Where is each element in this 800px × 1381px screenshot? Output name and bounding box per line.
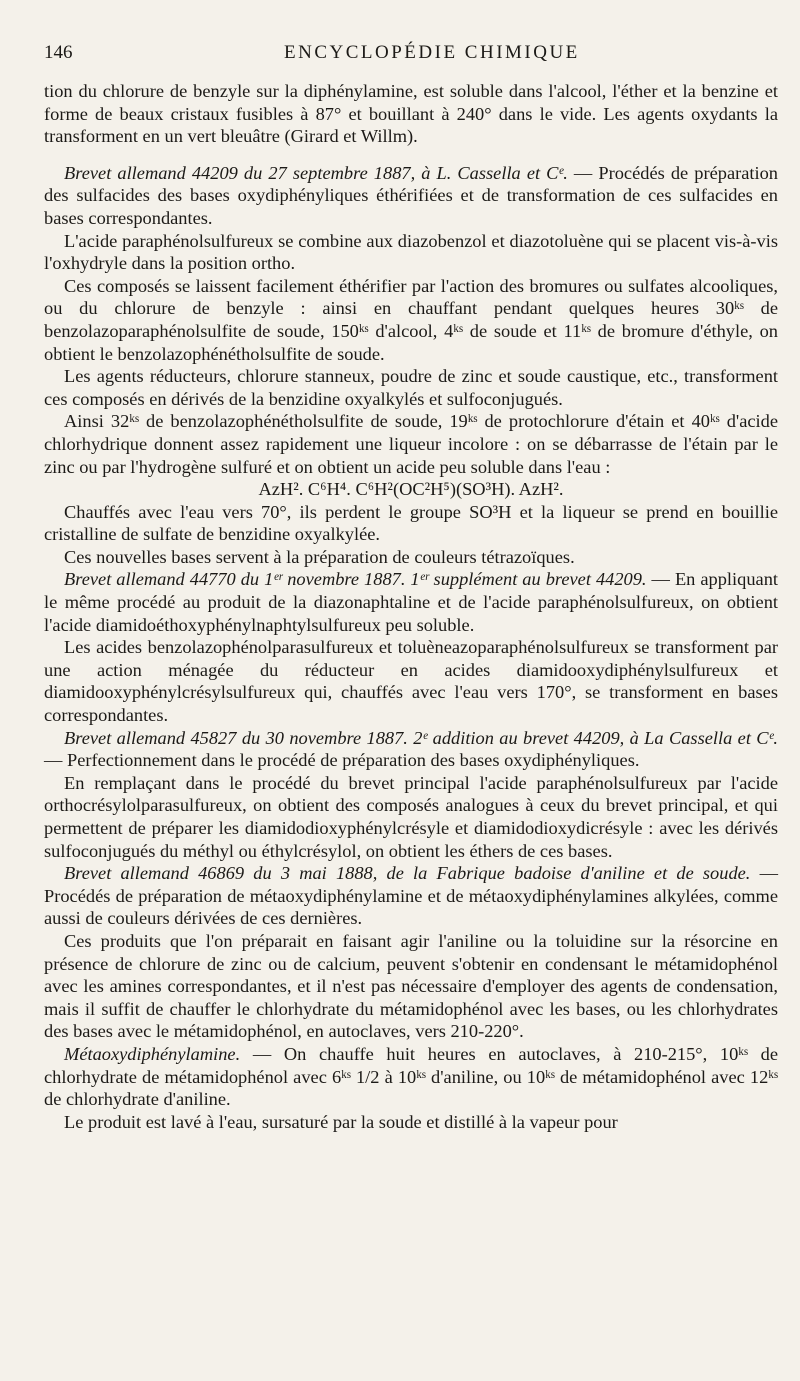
paragraph	[44, 162, 778, 230]
running-title: ENCYCLOPÉDIE CHIMIQUE	[284, 42, 580, 63]
paragraph-text: — Procédés de préparation de métaoxydiphénylamine et de métaoxydiphénylamines alkylées, comme aussi de couleurs dérivées de ces dernières.	[44, 863, 778, 929]
body-text	[44, 80, 778, 1133]
patent-heading: Brevet allemand 46869 du 3 mai 1888, de la Fabrique badoise d'aniline et de soude.	[64, 863, 751, 884]
paragraph: Ces composés se laissent facilement éthérifier par l'action des bromures ou sulfates alcooliques, ou du chlorure de benzyle : ainsi en chauffant pendant quelques heures 30ᵏˢ de benzolazoparaphénolsulfite de soude, 150ᵏˢ d'alcool, 4ᵏˢ de soude et 11ᵏˢ de bromure d'éthyle, on obtient le benzolazophénétholsulfite de soude.	[44, 275, 778, 364]
paragraph	[44, 1043, 778, 1111]
paragraph-text: — En appliquant le même procédé au produit de la diazonaphtaline et de l'acide paraphénolsulfureux, on obtient l'acide diamidoéthoxyphénylnaphtylsulfureux peu soluble.	[44, 569, 778, 635]
paragraph: Chauffés avec l'eau vers 70°, ils perdent le groupe SO³H et la liqueur se prend en bouillie cristalline de sulfate de benzidine oxyalkylée.	[44, 501, 778, 545]
patent-heading: Brevet allemand 45827 du 30 novembre 1887. 2ᵉ addition au brevet 44209, à La Cassella et Cᵉ.	[64, 727, 778, 748]
paragraph: Ces produits que l'on préparait en faisant agir l'aniline ou la toluidine sur la résorcine en présence de chlorure de zinc ou de calcium, peuvent s'obtenir en condensant le métamidophénol avec les amines correspondantes, et il n'est pas nécessaire d'employer des agents de condensation, mais il suffit de chauffer le chlorhydrate du métamidophénol avec les bases, ou les chlorhydrates des bases avec le métamidophénol, en autoclaves, vers 210-220°.	[44, 930, 778, 1042]
paragraph: En remplaçant dans le procédé du brevet principal l'acide paraphénolsulfureux par l'acide orthocrésylolparasulfureux, on obtient des composés analogues à ceux du brevet principal, et qui permettent de préparer les diamidodioxyphénylcrésyle et diamidodioxydicrésyle : avec les dérivés sulfoconjugués du méthyl ou éthylcrésylol, on obtient les éthers de ces bases.	[44, 772, 778, 861]
paragraph: Ces nouvelles bases servent à la préparation de couleurs tétrazoïques.	[64, 546, 575, 567]
patent-heading: Brevet allemand 44770 du 1ᵉʳ novembre 1887. 1ᵉʳ supplément au brevet 44209.	[64, 569, 647, 590]
paragraph-text: — Procédés de préparation des sulfacides des bases oxydiphényliques éthérifiées et de transformation de ces sulfacides en bases correspondantes.	[44, 162, 778, 228]
paragraph: Les agents réducteurs, chlorure stanneux, poudre de zinc et soude caustique, etc., transforment ces composés en dérivés de la benzidine oxyalkylés et sulfoconjugués.	[44, 366, 778, 409]
paragraph	[44, 568, 778, 636]
page-number: 146	[44, 42, 73, 63]
section-heading: Métaoxydiphénylamine.	[64, 1043, 241, 1064]
paragraph: Les acides benzolazophénolparasulfureux et toluèneazoparaphénolsulfureux se transforment par une action ménagée du réducteur en acides diamidooxydiphénylsulfureux et diamidooxyphénylcrésylsulfureux qui, chauffés avec l'eau vers 170°, se transforment en bases correspondantes.	[44, 637, 778, 726]
paragraph: tion du chlorure de benzyle sur la diphénylamine, est soluble dans l'alcool, l'éther et la benzine et forme de beaux cristaux fusibles à 87° et bouillant à 240° dans le vide. Les agents oxydants la transforment en un vert bleuâtre (Girard et Willm).	[44, 81, 778, 147]
paragraph-text: — On chauffe huit heures en autoclaves, à 210-215°, 10ᵏˢ de chlorhydrate de métamidophénol avec 6ᵏˢ 1/2 à 10ᵏˢ d'aniline, ou 10ᵏˢ de métamidophénol avec 12ᵏˢ de chlorhydrate d'aniline.	[44, 1043, 778, 1110]
page-header	[44, 42, 778, 80]
patent-heading: Brevet allemand 44209 du 27 septembre 1887, à L. Cassella et Cᵉ.	[64, 162, 568, 183]
paragraph: Le produit est lavé à l'eau, sursaturé par la soude et distillé à la vapeur pour	[64, 1111, 618, 1132]
paragraph-text: — Perfectionnement dans le procédé de préparation des bases oxydiphényliques.	[44, 750, 640, 771]
chemical-formula: AzH². C⁶H⁴. C⁶H²(OC²H⁵)(SO³H). AzH².	[258, 479, 564, 500]
paragraph	[44, 862, 778, 930]
paragraph: L'acide paraphénolsulfureux se combine aux diazobenzol et diazotoluène qui se placent vis-à-vis l'oxhydryle dans la position ortho.	[44, 230, 778, 274]
paragraph	[44, 727, 778, 772]
paragraph: Ainsi 32ᵏˢ de benzolazophénétholsulfite de soude, 19ᵏˢ de protochlorure d'étain et 40ᵏˢ d'acide chlorhydrique donnent assez rapidement une liqueur incolore : on se débarrasse de l'étain par le zinc ou par l'hydrogène sulfuré et on obtient un acide peu soluble dans l'eau :	[44, 411, 778, 477]
